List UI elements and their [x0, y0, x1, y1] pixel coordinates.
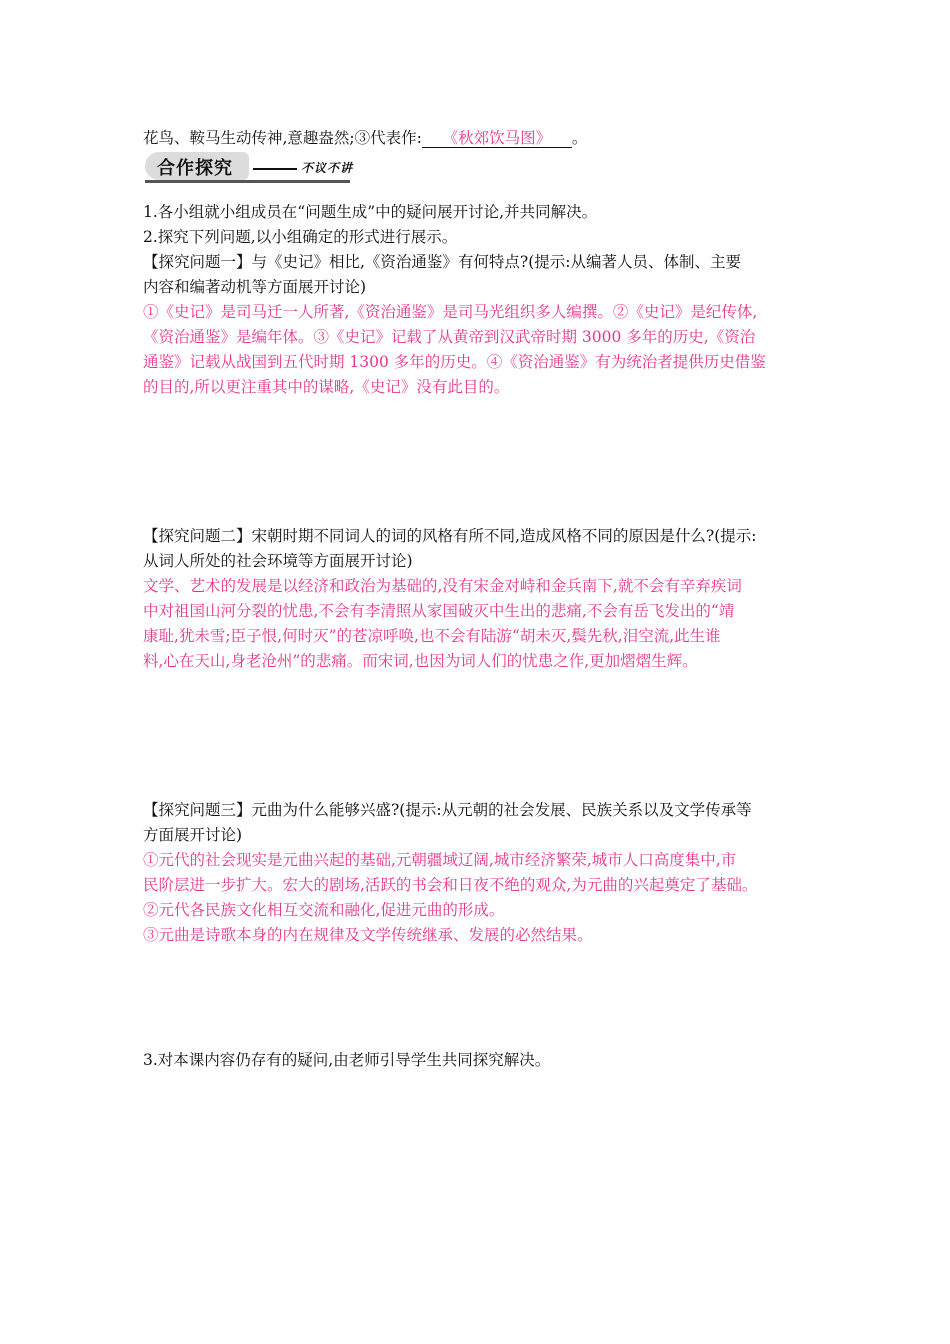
question-2	[143, 524, 757, 674]
q3-question-line: 方面展开讨论)	[143, 826, 243, 844]
banner-underline	[145, 180, 350, 183]
banner-subtitle: 不议不讲	[301, 161, 354, 175]
question-3	[143, 798, 757, 948]
q3-answer-line: ②元代各民族文化相互交流和融化,促进元曲的形成。	[143, 901, 505, 919]
q3-answer-line: 民阶层进一步扩大。宏大的剧场,活跃的书会和日夜不绝的观众,为元曲的兴起奠定了基础。	[143, 876, 758, 894]
instructions	[143, 200, 597, 250]
question-1	[143, 250, 766, 400]
q3-answer-line: ①元代的社会现实是元曲兴起的基础,元朝疆域辽阔,城市经济繁荣,城市人口高度集中,市	[143, 851, 737, 869]
q1-question-line: 内容和编著动机等方面展开讨论)	[143, 278, 367, 296]
q2-question-line: 从词人所处的社会环境等方面展开讨论)	[143, 552, 413, 570]
closing-instruction: 3.对本课内容仍存有的疑问,由老师引导学生共同探究解决。	[143, 1051, 551, 1069]
banner-dash	[253, 168, 297, 170]
top-line-text: 花鸟、鞍马生动传神,意趣盎然;③代表作:	[143, 129, 422, 147]
top-line	[143, 126, 587, 151]
section-banner	[143, 149, 383, 183]
instruction-1: 1.各小组就小组成员在“问题生成”中的疑问展开讨论,并共同解决。	[143, 203, 598, 221]
banner-title: 合作探究	[157, 158, 233, 179]
q1-answer-line: 的目的,所以更注重其中的谋略,《史记》没有此目的。	[143, 378, 510, 396]
q2-answer-line: 中对祖国山河分裂的忧患,不会有李清照从家国破灭中生出的悲痛,不会有岳飞发出的“靖	[143, 602, 735, 620]
q2-answer-line: 料,心在天山,身老沧州”的悲痛。而宋词,也因为词人们的忧患之作,更加熠熠生辉。	[143, 652, 698, 670]
q1-question-line: 【探究问题一】与《史记》相比,《资治通鉴》有何特点?(提示:从编著人员、体制、主要	[143, 253, 742, 271]
q3-answer-line: ③元曲是诗歌本身的内在规律及文学传统继承、发展的必然结果。	[143, 926, 593, 944]
q1-answer-line: 通鉴》记载从战国到五代时期 1300 多年的历史。④《资治通鉴》有为统治者提供历史借鉴	[143, 353, 766, 371]
instruction-2: 2.探究下列问题,以小组确定的形式进行展示。	[143, 228, 458, 246]
q2-question-line: 【探究问题二】宋朝时期不同词人的词的风格有所不同,造成风格不同的原因是什么?(提示:	[143, 527, 757, 545]
top-line-end: 。	[571, 129, 588, 147]
q2-answer-line: 康耻,犹未雪;臣子恨,何时灭”的苍凉呼唤,也不会有陆游“胡未灭,鬓先秋,泪空流,此生谁	[143, 627, 721, 645]
q3-question-line: 【探究问题三】元曲为什么能够兴盛?(提示:从元朝的社会发展、民族关系以及文学传承等	[143, 801, 752, 819]
q1-answer-line: ①《史记》是司马迁一人所著,《资治通鉴》是司马光组织多人编撰。②《史记》是纪传体,	[143, 303, 758, 321]
answer-blank: 《秋郊饮马图》	[422, 129, 572, 148]
q2-answer-line: 文学、艺术的发展是以经济和政治为基础的,没有宋金对峙和金兵南下,就不会有辛弃疾词	[143, 577, 742, 595]
q1-answer-line: 《资治通鉴》是编年体。③《史记》记载了从黄帝到汉武帝时期 3000 多年的历史,《资治	[143, 328, 756, 346]
